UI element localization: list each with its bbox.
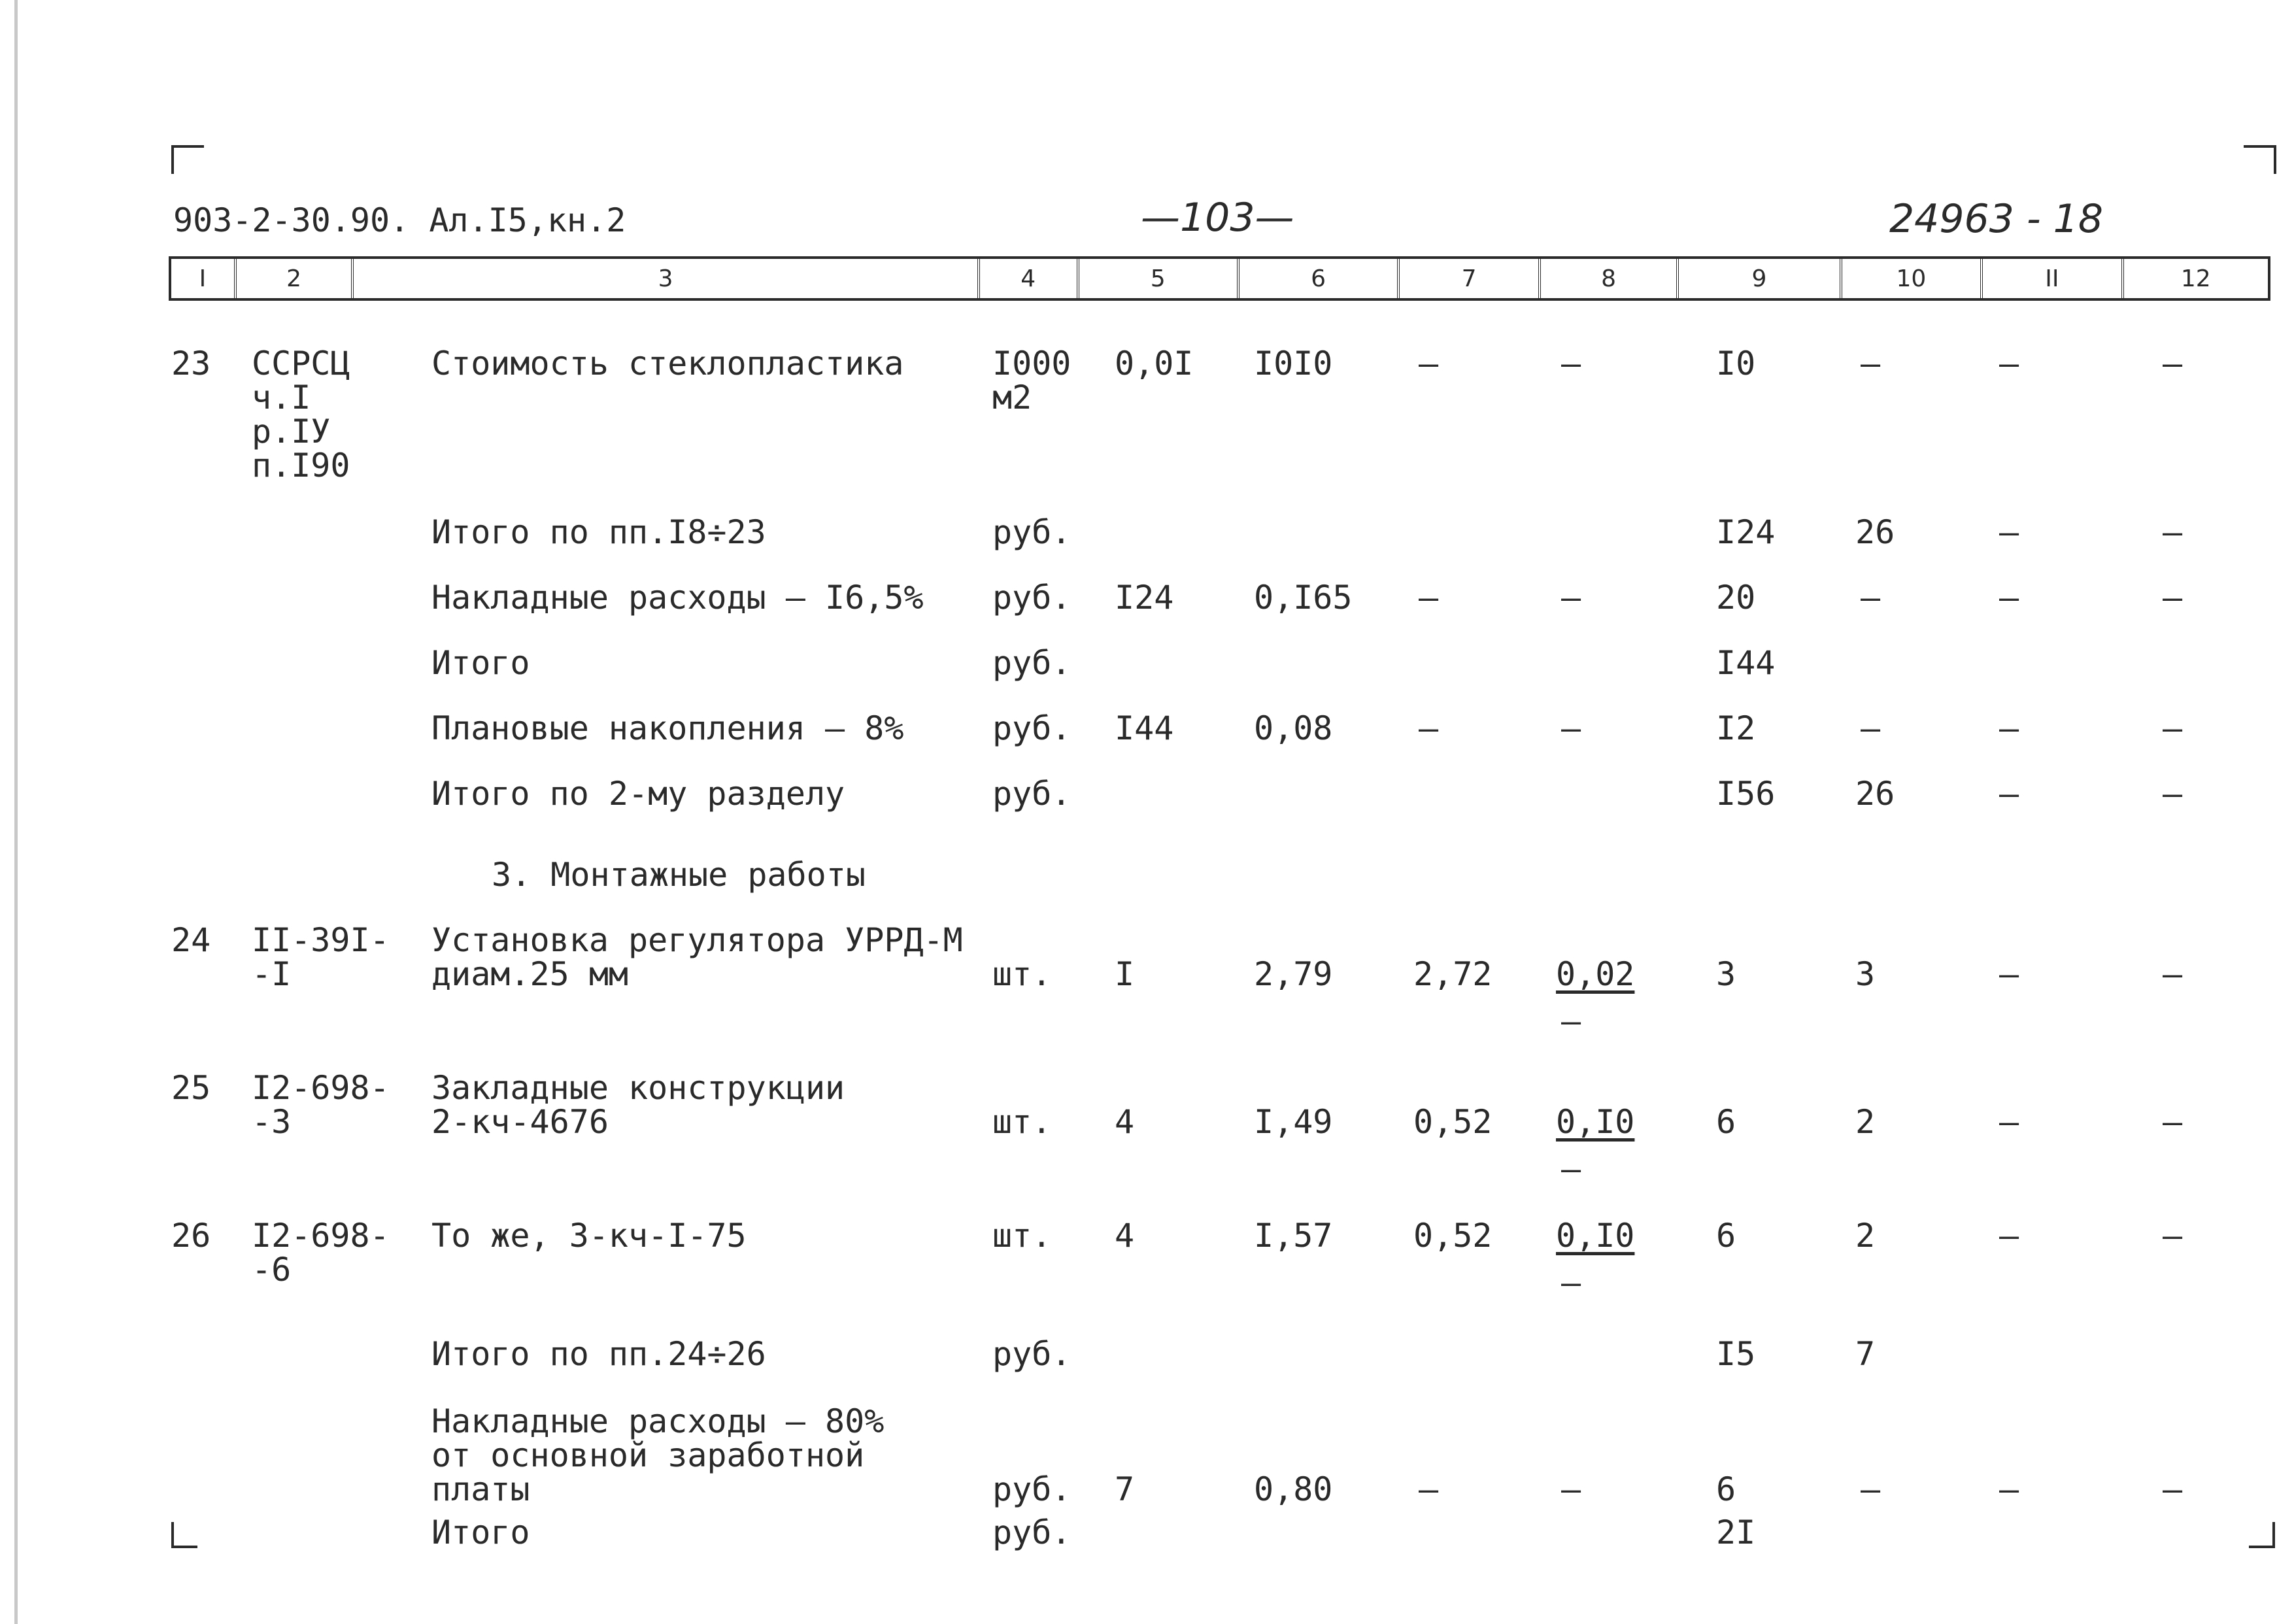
cell-col-6: 2,79 (1254, 955, 1333, 993)
cell-col-8: – (1561, 345, 1581, 382)
cell-col-12: – (2163, 709, 2183, 747)
column-number-3: 3 (354, 259, 980, 298)
resource-code: ч.I (252, 379, 311, 416)
unit-of-measure: руб. (992, 1335, 1071, 1373)
resource-code: -I (252, 955, 292, 993)
cell-col-9: 6 (1716, 1470, 1736, 1508)
cell-col-9: 6 (1716, 1217, 1736, 1255)
resource-code: -6 (252, 1251, 292, 1289)
cell-col-11: – (1999, 345, 2019, 382)
cell-col-12: – (2163, 513, 2183, 551)
cell-col-6: 0,80 (1254, 1470, 1333, 1508)
resource-code: I2-698- (252, 1069, 390, 1107)
unit-of-measure: шт. (992, 955, 1052, 993)
work-description: диам.25 мм (431, 955, 629, 993)
work-description: Итого по пп.24÷26 (431, 1335, 766, 1373)
row-number: 25 (171, 1069, 211, 1107)
cell-col-5: 4 (1115, 1103, 1135, 1141)
unit-of-measure: руб. (992, 579, 1071, 617)
cell-col-12: – (2163, 1217, 2183, 1255)
row-number: 23 (171, 345, 211, 382)
unit-of-measure: руб. (992, 709, 1071, 747)
corner-mark-bottom-right (2249, 1522, 2275, 1548)
cell-col-9: I56 (1716, 775, 1776, 813)
column-number-2: 2 (237, 259, 354, 298)
work-description: Итого (431, 644, 530, 682)
work-description: Итого по пп.I8÷23 (431, 513, 766, 551)
cell-col-5: 7 (1115, 1470, 1135, 1508)
cell-col-9: I2 (1716, 709, 1756, 747)
cell-col-8-sub: – (1561, 1264, 1581, 1302)
scan-edge (14, 0, 18, 1624)
unit-of-measure: шт. (992, 1217, 1052, 1255)
resource-code: ССРСЦ (252, 345, 350, 382)
cell-col-6: 0,08 (1254, 709, 1333, 747)
corner-mark-top-right (2244, 145, 2276, 174)
work-description: Итого (431, 1514, 530, 1551)
cell-col-8: 0,I0 (1556, 1103, 1635, 1141)
column-number-11: II (1983, 259, 2123, 298)
cell-col-11: – (1999, 1217, 2019, 1255)
column-number-9: 9 (1679, 259, 1842, 298)
work-description: 2-кч-4676 (431, 1103, 609, 1141)
unit-of-measure: руб. (992, 775, 1071, 813)
work-description: То же, 3-кч-I-75 (431, 1217, 747, 1255)
cell-col-5: 4 (1115, 1217, 1135, 1255)
cell-col-12: – (2163, 345, 2183, 382)
section-title: 3. Монтажные работы (492, 856, 866, 894)
cell-col-7: 0,52 (1413, 1217, 1493, 1255)
work-description: Накладные расходы – I6,5% (431, 579, 924, 617)
work-description: Накладные расходы – 80% (431, 1402, 885, 1440)
work-description: Стоимость стеклопластика (431, 345, 904, 382)
row-number: 24 (171, 921, 211, 959)
cell-col-8-sub: – (1561, 1150, 1581, 1188)
cell-col-7: – (1419, 579, 1439, 617)
resource-code: р.IУ (252, 413, 331, 450)
column-number-1: I (171, 259, 237, 298)
cell-col-8: – (1561, 709, 1581, 747)
cell-col-6: 0,I65 (1254, 579, 1353, 617)
cell-col-11: – (1999, 1470, 2019, 1508)
work-description: от основной заработной (431, 1436, 865, 1474)
column-number-6: 6 (1240, 259, 1400, 298)
cell-col-10: 3 (1855, 955, 1876, 993)
cell-col-6: I0I0 (1254, 345, 1333, 382)
column-number-7: 7 (1400, 259, 1540, 298)
cell-col-8-sub: – (1561, 1002, 1581, 1040)
cell-col-10: 26 (1855, 513, 1895, 551)
cell-col-11: – (1999, 775, 2019, 813)
cell-col-10: – (1861, 579, 1881, 617)
cell-col-5: I24 (1115, 579, 1174, 617)
page-number: —103— (1141, 195, 1294, 241)
column-number-5: 5 (1079, 259, 1240, 298)
unit-of-measure: м2 (992, 379, 1032, 416)
cell-col-9: 3 (1716, 955, 1736, 993)
cell-col-11: – (1999, 955, 2019, 993)
column-number-4: 4 (980, 259, 1079, 298)
cell-col-9: 2I (1716, 1514, 1756, 1551)
document-code: 903-2-30.90. Ал.I5,кн.2 (173, 201, 626, 239)
unit-of-measure: руб. (992, 1470, 1071, 1508)
cell-col-12: – (2163, 1470, 2183, 1508)
cell-col-7: 2,72 (1413, 955, 1493, 993)
unit-of-measure: руб. (992, 644, 1071, 682)
work-description: Плановые накопления – 8% (431, 709, 904, 747)
column-number-10: 10 (1842, 259, 1983, 298)
cell-col-5: I44 (1115, 709, 1174, 747)
unit-of-measure: шт. (992, 1103, 1052, 1141)
unit-of-measure: I000 (992, 345, 1071, 382)
cell-col-9: I44 (1716, 644, 1776, 682)
cell-col-8: – (1561, 579, 1581, 617)
column-header-bar (169, 256, 2270, 301)
cell-col-10: 2 (1855, 1103, 1876, 1141)
cell-col-10: 2 (1855, 1217, 1876, 1255)
cell-col-9: I5 (1716, 1335, 1756, 1373)
cell-col-9: I24 (1716, 513, 1776, 551)
cell-col-6: I,49 (1254, 1103, 1333, 1141)
cell-col-8: – (1561, 1470, 1581, 1508)
cell-col-10: – (1861, 1470, 1881, 1508)
corner-mark-top-left (171, 145, 204, 174)
cell-col-6: I,57 (1254, 1217, 1333, 1255)
column-number-8: 8 (1541, 259, 1679, 298)
work-description: Закладные конструкции (431, 1069, 845, 1107)
cell-col-12: – (2163, 775, 2183, 813)
row-number: 26 (171, 1217, 211, 1255)
cell-col-11: – (1999, 513, 2019, 551)
resource-code: I2-698- (252, 1217, 390, 1255)
cell-col-12: – (2163, 579, 2183, 617)
cell-col-10: – (1861, 345, 1881, 382)
cell-col-9: I0 (1716, 345, 1756, 382)
resource-code: II-39I- (252, 921, 390, 959)
stamp-number: 24963 - 18 (1889, 196, 2104, 242)
cell-col-10: 7 (1855, 1335, 1876, 1373)
cell-col-7: – (1419, 345, 1439, 382)
cell-col-7: – (1419, 709, 1439, 747)
cell-col-8: 0,02 (1556, 955, 1635, 993)
cell-col-10: – (1861, 709, 1881, 747)
unit-of-measure: руб. (992, 1514, 1071, 1551)
column-number-12: 12 (2180, 265, 2211, 292)
unit-of-measure: руб. (992, 513, 1071, 551)
cell-col-12: – (2163, 955, 2183, 993)
cell-col-10: 26 (1855, 775, 1895, 813)
cell-col-11: – (1999, 579, 2019, 617)
cell-col-11: – (1999, 1103, 2019, 1141)
work-description: платы (431, 1470, 530, 1508)
cell-col-9: 20 (1716, 579, 1756, 617)
cell-col-12: – (2163, 1103, 2183, 1141)
work-description: Установка регулятора УРРД-М (431, 921, 963, 959)
cell-col-7: – (1419, 1470, 1439, 1508)
cell-col-9: 6 (1716, 1103, 1736, 1141)
cell-col-8: 0,I0 (1556, 1217, 1635, 1255)
resource-code: п.I90 (252, 447, 350, 484)
resource-code: -3 (252, 1103, 292, 1141)
cell-col-11: – (1999, 709, 2019, 747)
cell-col-7: 0,52 (1413, 1103, 1493, 1141)
cell-col-5: I (1115, 955, 1135, 993)
cell-col-5: 0,0I (1115, 345, 1194, 382)
corner-mark-bottom-left (171, 1522, 197, 1548)
work-description: Итого по 2-му разделу (431, 775, 845, 813)
